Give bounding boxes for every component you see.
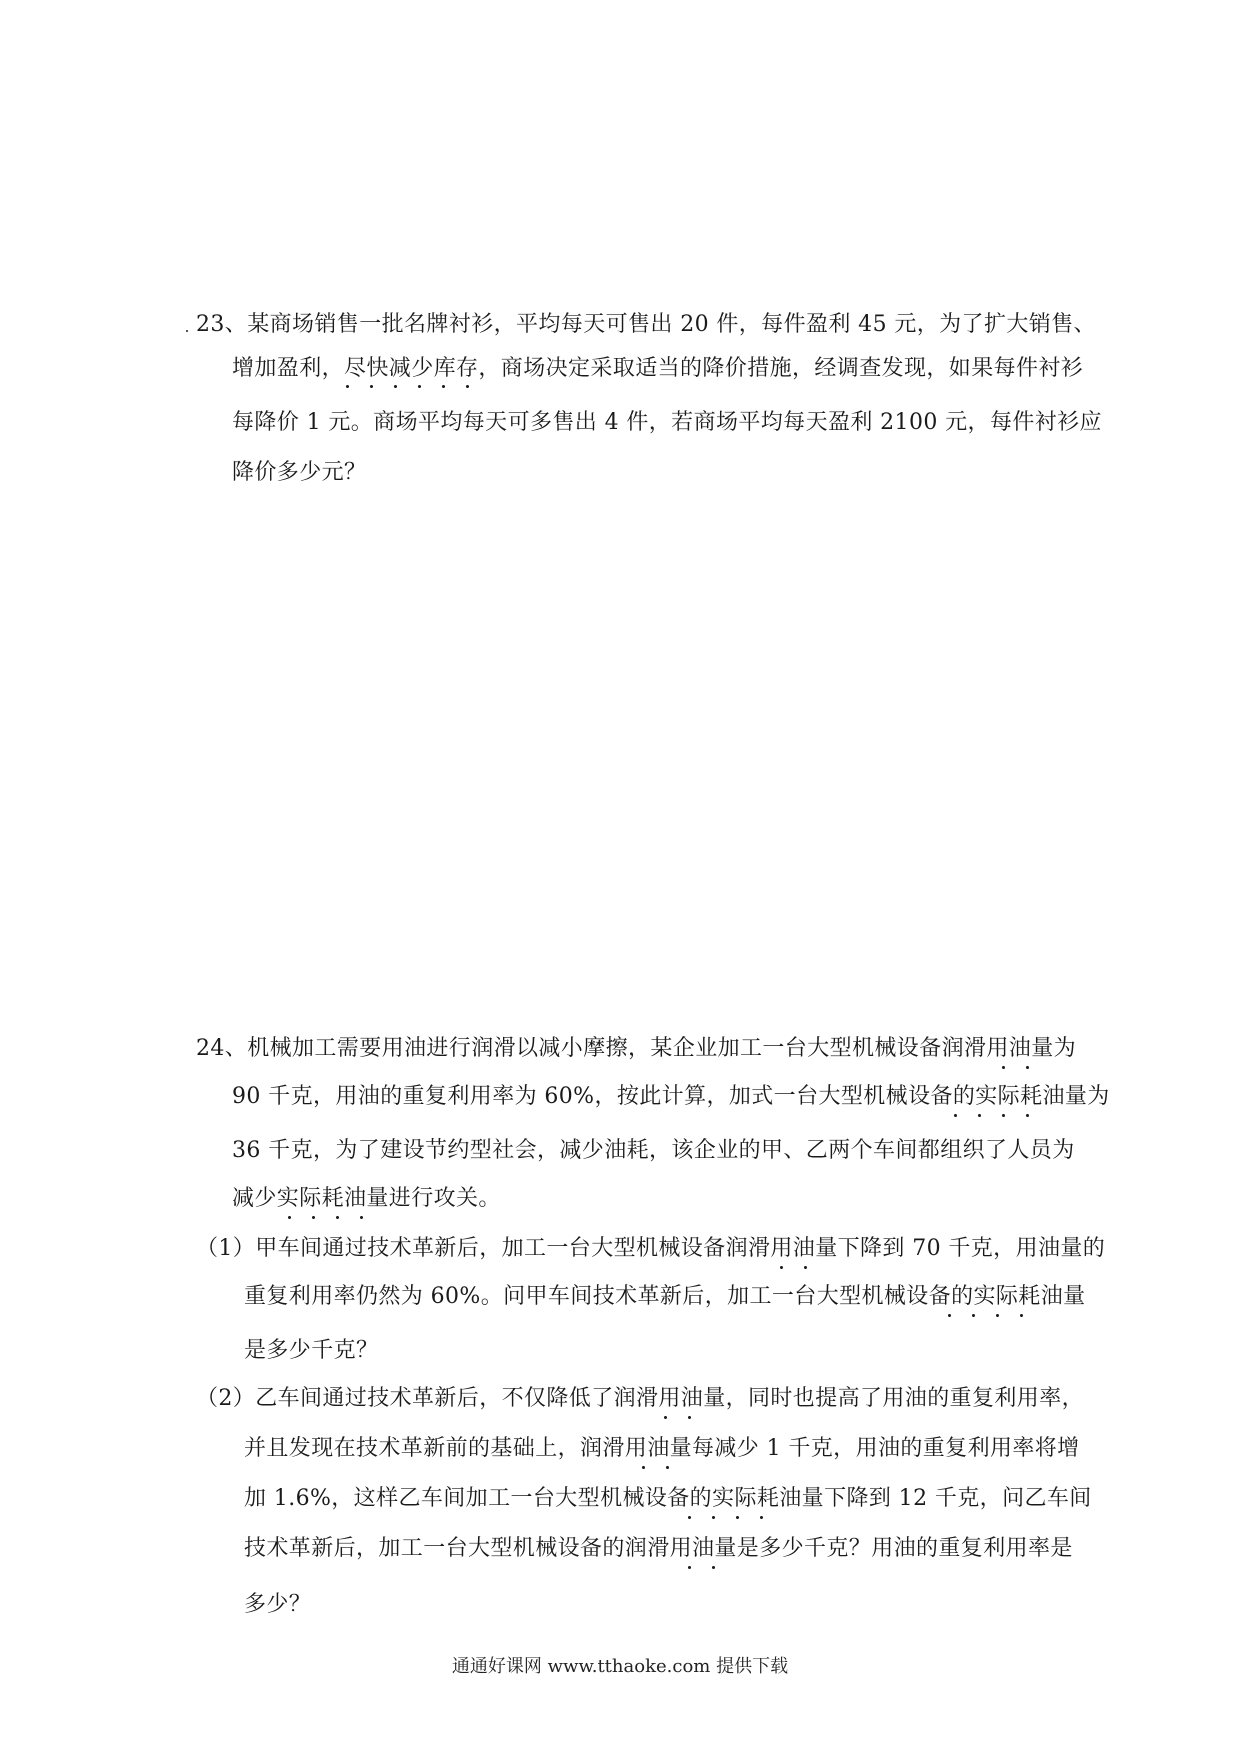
emphasis-dot xyxy=(288,1216,291,1219)
emphasis-dot xyxy=(712,1516,715,1519)
q24-part1-line-2: 重复利用率仍然为 60%。问甲车间技术革新后，加工一台大型机械设备的实际耗油量 xyxy=(244,1284,1086,1309)
emphasis-dot xyxy=(370,385,373,388)
emphasis-dot xyxy=(418,385,421,388)
emphasis-dot xyxy=(736,1516,739,1519)
q24-line-3: 36 千克，为了建设节约型社会，减少油耗，该企业的甲、乙两个车间都组织了人员为 xyxy=(232,1138,1075,1163)
emphasis-dot xyxy=(978,1114,981,1117)
emphasis-dot xyxy=(642,1466,645,1469)
q23-line-4: 降价多少元？ xyxy=(232,460,367,485)
emphasis-dot xyxy=(466,385,469,388)
emphasis-dot xyxy=(360,1216,363,1219)
emphasis-dot xyxy=(346,385,349,388)
emphasis-dot xyxy=(760,1516,763,1519)
q24-part1-line-3: 是多少千克？ xyxy=(244,1338,379,1363)
q24-line-4: 减少实际耗油量进行攻关。 xyxy=(232,1186,501,1211)
emphasis-dot xyxy=(1020,1314,1023,1317)
q24-part2-line-1: （2）乙车间通过技术革新后，不仅降低了润滑用油量，同时也提高了用油的重复利用率， xyxy=(196,1386,1084,1411)
emphasis-dot xyxy=(688,1566,691,1569)
q24-part2-line-4: 技术革新后，加工一台大型机械设备的润滑用油量是多少千克？用油的重复利用率是 xyxy=(244,1536,1073,1561)
emphasis-dot xyxy=(688,1416,691,1419)
emphasis-dot xyxy=(1026,1114,1029,1117)
q23-line-3: 每降价 1 元。商场平均每天可多售出 4 件，若商场平均每天盈利 2100 元，每件衬衫应 xyxy=(232,410,1102,435)
emphasis-dot xyxy=(664,1416,667,1419)
emphasis-dot xyxy=(712,1566,715,1569)
emphasis-dot xyxy=(972,1314,975,1317)
emphasis-dot xyxy=(948,1314,951,1317)
q24-part2-line-5: 多少？ xyxy=(244,1592,312,1617)
q23-line-1: 23、某商场销售一批名牌衬衫，平均每天可售出 20 件，每件盈利 45 元，为了扩大销售、 xyxy=(196,312,1096,337)
emphasis-dot xyxy=(996,1314,999,1317)
q24-line-2: 90 千克，用油的重复利用率为 60%，按此计算，加式一台大型机械设备的实际耗油量为 xyxy=(232,1084,1110,1109)
emphasis-dot xyxy=(336,1216,339,1219)
emphasis-dot xyxy=(666,1466,669,1469)
margin-mark xyxy=(186,330,188,332)
emphasis-dot xyxy=(1002,1114,1005,1117)
q24-part2-line-3: 加 1.6%，这样乙车间加工一台大型机械设备的实际耗油量下降到 12 千克，问乙车间 xyxy=(244,1486,1092,1511)
emphasis-dot xyxy=(442,385,445,388)
q24-part1-line-1: （1）甲车间通过技术革新后，加工一台大型机械设备润滑用油量下降到 70 千克，用油量的 xyxy=(196,1236,1106,1261)
emphasis-dot xyxy=(394,385,397,388)
emphasis-dot xyxy=(954,1114,957,1117)
q24-part2-line-2: 并且发现在技术革新前的基础上，润滑用油量每减少 1 千克，用油的重复利用率将增 xyxy=(244,1436,1080,1461)
emphasis-dot xyxy=(780,1266,783,1269)
footer-credit: 通通好课网 www.tthaoke.com 提供下载 xyxy=(451,1656,789,1677)
emphasis-dot xyxy=(1002,1066,1005,1069)
emphasis-dot xyxy=(312,1216,315,1219)
q24-line-1: 24、机械加工需要用油进行润滑以减小摩擦，某企业加工一台大型机械设备润滑用油量为 xyxy=(196,1036,1076,1061)
emphasis-dot xyxy=(688,1516,691,1519)
emphasis-dot xyxy=(804,1266,807,1269)
emphasis-dot xyxy=(1026,1066,1029,1069)
q23-line-2: 增加盈利，尽快减少库存，商场决定采取适当的降价措施，经调查发现，如果每件衬衫 xyxy=(232,356,1084,381)
